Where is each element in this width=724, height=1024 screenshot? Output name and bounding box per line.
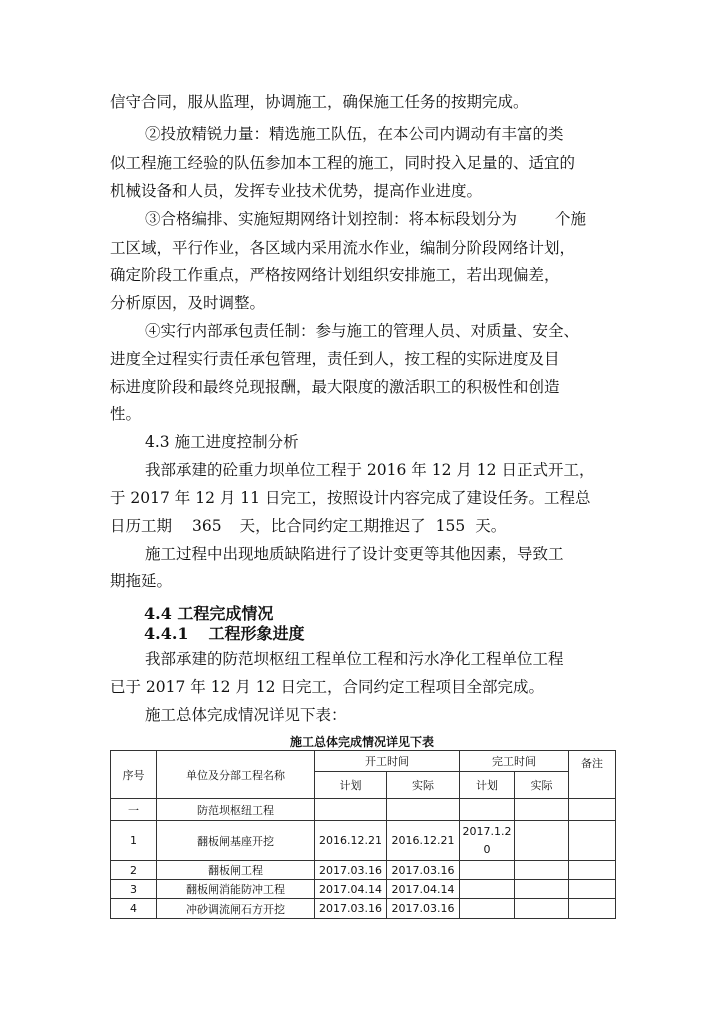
cell-start-actual: 2017.03.16 <box>387 861 460 880</box>
cell-finish-actual <box>515 821 569 861</box>
table-caption: 施工总体完成情况详见下表 <box>289 735 434 749</box>
paragraph-text: 天。 <box>475 517 507 535</box>
paragraph-line: 信守合同，服从监理，协调施工，确保施工任务的按期完成。 <box>110 93 529 111</box>
paragraph-line: 进度全过程实行责任承包管理，责任到人，按工程的实际进度及目 <box>110 350 560 368</box>
cell-start-actual: 2017.03.16 <box>387 899 460 919</box>
paragraph-line <box>145 209 586 229</box>
cell-start-plan <box>315 799 387 821</box>
paragraph-text: ③合格编排、实施短期网络计划控制：将本标段划分为 <box>145 210 518 228</box>
section-heading: 4.4 工程完成情况 <box>144 604 274 623</box>
header-start: 开工时间 <box>315 751 460 772</box>
paragraph-line: 我部承建的砼重力坝单位工程于 2016 年 12 月 12 日正式开工， <box>145 461 595 479</box>
cell-name: 冲砂调流闸石方开挖 <box>157 899 315 919</box>
cell-seq: 3 <box>111 880 157 899</box>
header-seq: 序号 <box>111 751 157 799</box>
paragraph-line: 机械设备和人员，发挥专业技术优势，提高作业进度。 <box>110 182 483 200</box>
header-name: 单位及分部工程名称 <box>157 751 315 799</box>
cell-seq: 2 <box>111 861 157 880</box>
cell-start-plan: 2016.12.21 <box>315 821 387 861</box>
header-start-actual: 实际 <box>387 772 460 799</box>
cell-finish-actual <box>515 880 569 899</box>
cell-start-actual <box>387 799 460 821</box>
paragraph-line: 似工程施工经验的队伍参加本工程的施工，同时投入足量的、适宜的 <box>110 154 576 172</box>
paragraph-line: ②投放精锐力量：精选施工队伍，在本公司内调动有丰富的类 <box>145 125 564 143</box>
paragraph-line: 已于 2017 年 12 月 12 日完工，合同约定工程项目全部完成。 <box>110 678 544 696</box>
paragraph-line: 施工过程中出现地质缺陷进行了设计变更等其他因素，导致工 <box>145 545 564 563</box>
cell-finish-plan <box>460 899 515 919</box>
subsection-number: 4.4.1 <box>144 624 189 643</box>
table-row <box>111 799 616 821</box>
cell-note <box>569 821 616 861</box>
subsection-title: 工程形象进度 <box>208 624 305 643</box>
cell-name: 防范坝枢纽工程 <box>157 799 315 821</box>
completion-table <box>110 750 616 919</box>
paragraph-text: 日历工期 <box>110 517 173 535</box>
cell-start-plan: 2017.03.16 <box>315 899 387 919</box>
header-start-plan: 计划 <box>315 772 387 799</box>
paragraph-line: 确定阶段工作重点，严格按网络计划组织安排施工，若出现偏差， <box>110 266 560 284</box>
paragraph-line: 性。 <box>110 405 142 423</box>
paragraph-text: 个施 <box>555 210 587 228</box>
table-row <box>111 880 616 899</box>
cell-finish-plan: 2017.1.20 <box>460 821 515 861</box>
header-note: 备注 <box>569 751 616 799</box>
total-days-value: 365 <box>192 517 222 535</box>
cell-start-actual: 2017.04.14 <box>387 880 460 899</box>
table-header-row <box>111 751 616 772</box>
cell-seq: 1 <box>111 821 157 861</box>
cell-start-actual: 2016.12.21 <box>387 821 460 861</box>
cell-seq: 一 <box>111 799 157 821</box>
cell-finish-actual <box>515 799 569 821</box>
paragraph-line: 分析原因，及时调整。 <box>110 294 266 312</box>
cell-note <box>569 899 616 919</box>
cell-start-plan: 2017.03.16 <box>315 861 387 880</box>
cell-note <box>569 861 616 880</box>
paragraph-line <box>110 516 506 536</box>
subsection-heading <box>144 621 305 644</box>
cell-note <box>569 880 616 899</box>
cell-finish-actual <box>515 861 569 880</box>
cell-finish-plan <box>460 861 515 880</box>
delay-days-value: 155 <box>435 517 466 535</box>
paragraph-line: 于 2017 年 12 月 11 日完工，按照设计内容完成了建设任务。工程总 <box>110 489 591 507</box>
cell-name: 翻板闸基座开挖 <box>157 821 315 861</box>
cell-note <box>569 799 616 821</box>
paragraph-line: 期拖延。 <box>110 572 173 590</box>
cell-finish-plan <box>460 880 515 899</box>
table-row <box>111 899 616 919</box>
paragraph-line: 施工总体完成情况详见下表： <box>145 706 347 724</box>
paragraph-line: 标进度阶段和最终兑现报酬，最大限度的激活职工的积极性和创造 <box>110 378 560 396</box>
cell-seq: 4 <box>111 899 157 919</box>
table-row <box>111 821 616 861</box>
cell-finish-actual <box>515 899 569 919</box>
header-finish-actual: 实际 <box>515 772 569 799</box>
cell-name: 翻板闸工程 <box>157 861 315 880</box>
paragraph-text: 天，比合同约定工期推迟了 <box>239 517 426 535</box>
paragraph-line: ④实行内部承包责任制：参与施工的管理人员、对质量、安全、 <box>145 322 580 340</box>
paragraph-line: 工区域，平行作业，各区域内采用流水作业，编制分阶段网络计划， <box>110 239 576 257</box>
header-finish-plan: 计划 <box>460 772 515 799</box>
header-finish: 完工时间 <box>460 751 569 772</box>
cell-finish-plan <box>460 799 515 821</box>
paragraph-line: 我部承建的防范坝枢纽工程单位工程和污水净化工程单位工程 <box>145 650 564 668</box>
table-row <box>111 861 616 880</box>
cell-name: 翻板闸消能防冲工程 <box>157 880 315 899</box>
cell-start-plan: 2017.04.14 <box>315 880 387 899</box>
section-heading: 4.3 施工进度控制分析 <box>145 433 299 451</box>
